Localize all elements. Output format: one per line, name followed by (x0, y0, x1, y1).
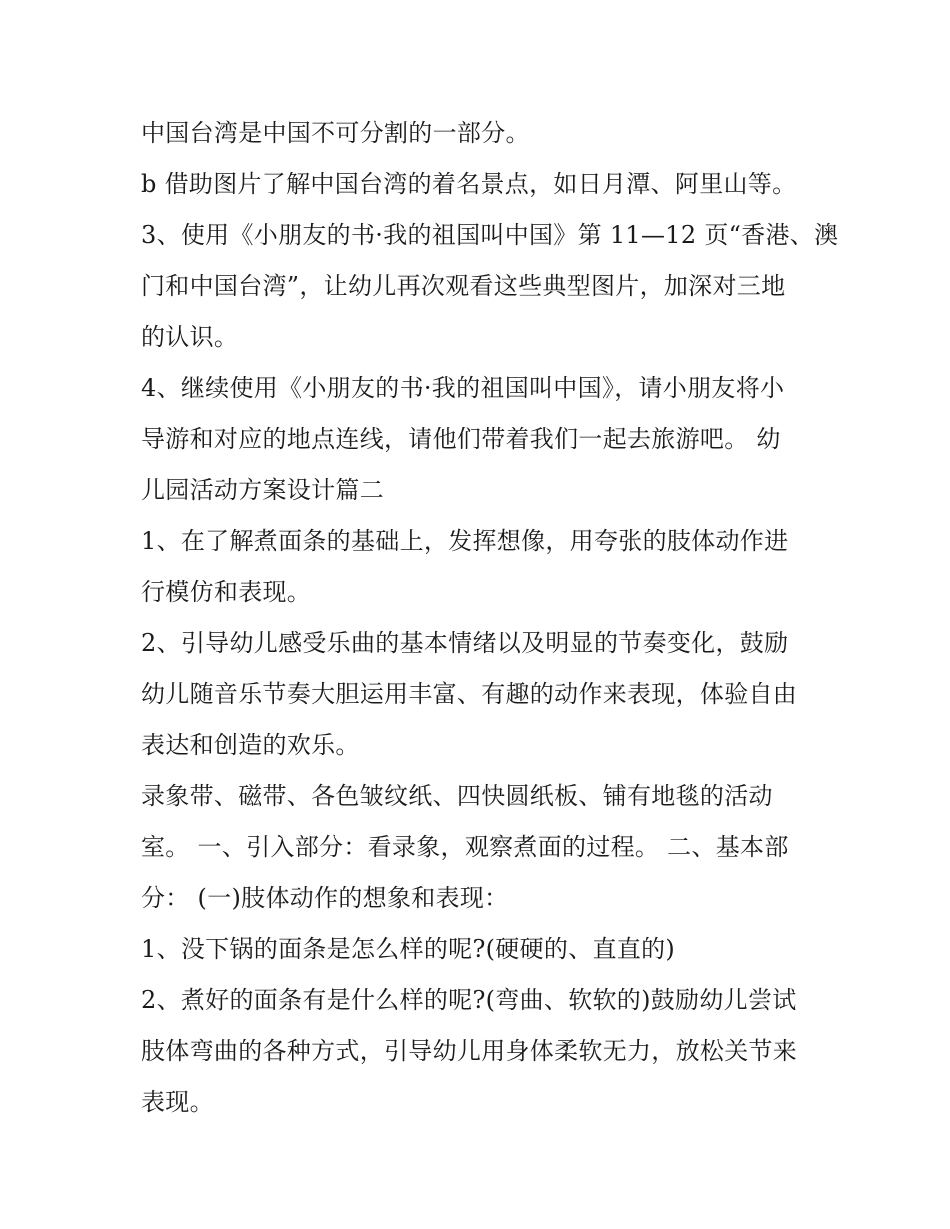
text-line: 门和中国台湾”，让幼儿再次观看这些典型图片，加深对三地 (141, 272, 786, 300)
text-line: 表现。 (141, 1088, 214, 1116)
text-line: 表达和创造的欢乐。 (141, 731, 360, 759)
text-line: 肢体弯曲的各种方式，引导幼儿用身体柔软无力，放松关节来 (141, 1037, 798, 1065)
text-line: b 借助图片了解中国台湾的着名景点，如日月潭、阿里山等。 (141, 170, 797, 198)
text-line: 室。 一、引入部分：看录象，观察煮面的过程。 二、基本部 (141, 833, 789, 861)
text-line: 的认识。 (141, 323, 239, 351)
text-line: 3、使用《小朋友的书·我的祖国叫中国》第 11—12 页“香港、澳 (141, 221, 839, 249)
text-line: 2、引导幼儿感受乐曲的基本情绪以及明显的节奏变化，鼓励 (141, 629, 789, 657)
text-line: 分： (一)肢体动作的想象和表现： (141, 884, 509, 912)
text-line: 录象带、磁带、各色皱纹纸、四快圆纸板、铺有地毯的活动 (141, 782, 773, 810)
text-line: 行模仿和表现。 (141, 578, 312, 606)
text-line: 4、继续使用《小朋友的书·我的祖国叫中国》，请小朋友将小 (141, 374, 785, 402)
text-line: 1、没下锅的面条是怎么样的呢?(硬硬的、直直的) (141, 935, 676, 963)
text-line: 儿园活动方案设计篇二 (141, 476, 384, 504)
text-line: 导游和对应的地点连线，请他们带着我们一起去旅游吧。 幼 (141, 425, 781, 453)
document-body (141, 108, 839, 1128)
text-line: 中国台湾是中国不可分割的一部分。 (141, 119, 530, 147)
text-line: 幼儿随音乐节奏大胆运用丰富、有趣的动作来表现，体验自由 (141, 680, 798, 708)
text-line: 1、在了解煮面条的基础上，发挥想像，用夸张的肢体动作进 (141, 527, 789, 555)
text-line: 2、煮好的面条有是什么样的呢?(弯曲、软软的)鼓励幼儿尝试 (141, 986, 797, 1014)
